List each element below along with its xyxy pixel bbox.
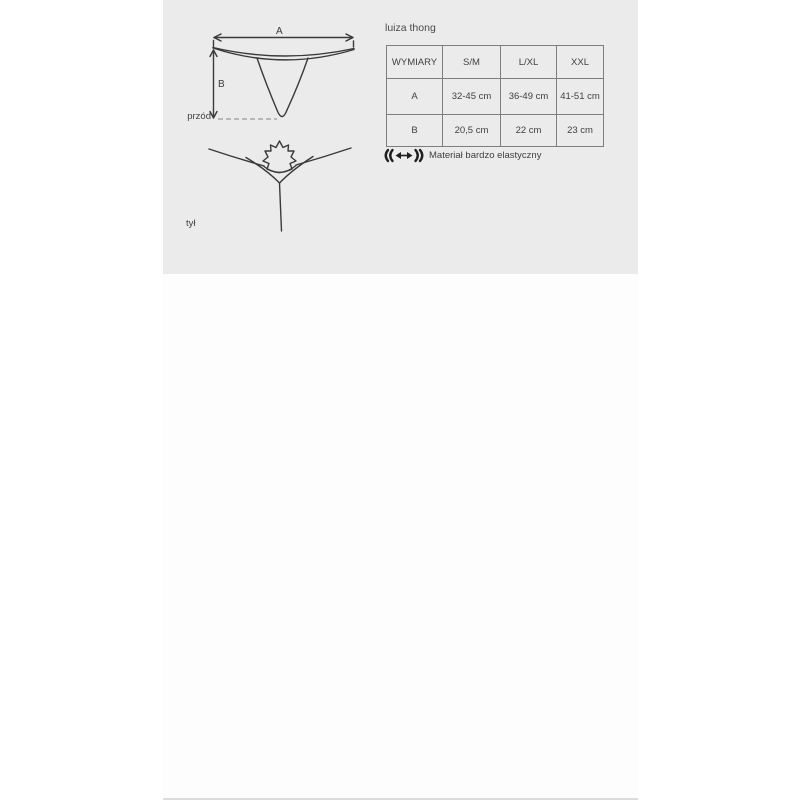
content-column — [163, 0, 638, 800]
dim-a-label: A — [276, 26, 283, 37]
size-table — [386, 45, 604, 147]
row-b-xxl-value: 23 cm — [557, 115, 604, 147]
front-triangle-left-edge — [257, 58, 277, 110]
dim-b-label: B — [218, 79, 225, 90]
row-a-sm-value: 32-45 cm — [443, 79, 501, 115]
size-table-header-wymiary: WYMIARY — [387, 46, 443, 79]
row-b-lxl-value: 22 cm — [501, 115, 557, 147]
size-table-header-sm: S/M — [443, 46, 501, 79]
size-table-header-row — [387, 46, 604, 79]
front-triangle-tip — [277, 110, 287, 117]
size-table-row-a — [387, 79, 604, 115]
stretch-arrows-icon — [386, 150, 423, 161]
row-a-xxl-value: 41-51 cm — [557, 79, 604, 115]
row-b-label: B — [387, 115, 443, 147]
back-string-line — [280, 183, 282, 231]
size-table-header-xxl: XXL — [557, 46, 604, 79]
product-title: luiza thong — [385, 22, 436, 34]
size-table-header-lxl: L/XL — [501, 46, 557, 79]
front-triangle-right-edge — [287, 58, 308, 110]
material-note-text: Materiał bardzo elastyczny — [429, 150, 542, 161]
row-b-sm-value: 20,5 cm — [443, 115, 501, 147]
front-view-drawing — [210, 34, 354, 118]
row-a-lxl-value: 36-49 cm — [501, 79, 557, 115]
back-flower-ornament — [263, 141, 296, 173]
back-view-drawing — [209, 141, 351, 231]
size-table-row-b — [387, 115, 604, 147]
front-waistband-bottom-edge — [213, 48, 354, 60]
size-chart-panel — [163, 0, 638, 274]
row-a-label: A — [387, 79, 443, 115]
front-view-label: przód — [187, 111, 211, 122]
back-view-label: tył — [186, 218, 196, 229]
